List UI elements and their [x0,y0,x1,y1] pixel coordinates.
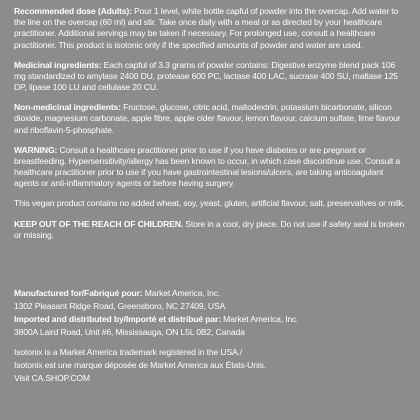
importer-address: 3800A Laird Road, Unit #6, Mississauga, ON L5L 0B2, Canada [14,327,245,338]
medicinal-heading: Medicinal ingredients: [14,59,102,70]
keep-out-paragraph [14,219,406,241]
imported-by-heading: Imported and distributed by/Importé et distribué par: [14,314,221,325]
medicinal-paragraph [14,60,406,94]
vegan-paragraph: This vegan product contains no added wheat, soy, yeast, gluten, artificial flavour, salt, preservatives or milk. [14,198,405,209]
imported-by-line [14,314,406,325]
manufacturer-address: 1302 Pleasant Ridge Road, Greensboro, NC 27409, USA [14,301,226,312]
trademark-fr: Isotonix est une marque déposée de Market America aux États-Unis. [14,359,267,370]
keep-out-heading: KEEP OUT OF THE REACH OF CHILDREN. [14,218,184,229]
warning-paragraph [14,145,406,190]
visit-website: Visit CA.SHOP.COM [14,372,90,383]
imported-by-name: Market America, Inc. [220,314,299,325]
warning-text: Consult a healthcare practitioner prior to use if you have diabetes or are pregnant or breastfeeding. Hypersensitivity/allergy has been known to occur, in which case discontinue use. Consult a healthcare practitioner prior to use if you have gastrointestinal lesions/ulcers, are taking anticoagulant agents or anti-inflammatory agents or before having surgery. [14,144,400,189]
manufacturer-block [14,288,406,384]
dose-heading: Recommended dose (Adults): [14,6,132,16]
spacer [14,250,406,288]
keep-out-text: Store in a cool, dry place. Do not use if safety seal is broken or missing. [14,218,405,240]
non-medicinal-paragraph [14,102,406,136]
medicinal-text: Each capful of 3.3 grams of powder contains: Digestive enzyme blend pack 106 mg standardized to amylase 2400 DU, protease 600 PC, lactase 400 LAC, sucrase 400 SU, maltase 125 DP, lipase 100 LU and cellulase 20 CU. [14,59,398,93]
dose-text: Pour 1 level, white bottle capful of powder into the overcap. Add water to the line on the overcap (60 ml) and stir. Take once daily with a meal or as directed by your healthcare practitioner. Additional servings may be taken if necessary. For prolonged use, consult a healthcare practitioner. This product is isotonic only if the specified amounts of powder and water are used. [14,6,399,50]
non-medicinal-heading: Non-medicinal ingredients: [14,102,121,113]
manufactured-for-heading: Manufactured for/Fabriqué pour: [14,287,143,298]
dose-paragraph [14,6,406,51]
warning-heading: WARNING: [14,144,58,155]
trademark-en: Isotonix is a Market America trademark registered in the USA./ [14,346,243,357]
non-medicinal-text: Fructose, glucose, citric acid, maltodextrin, potassium bicarbonate, silicon dioxide, magnesium carbonate, apple fibre, apple cider flavour, lemon flavour, calcium sulfate, lime flavour and riboflavin-5-phosphate. [14,102,401,135]
manufactured-for-name: Market America, Inc. [142,287,221,298]
manufactured-for-line [14,288,406,299]
